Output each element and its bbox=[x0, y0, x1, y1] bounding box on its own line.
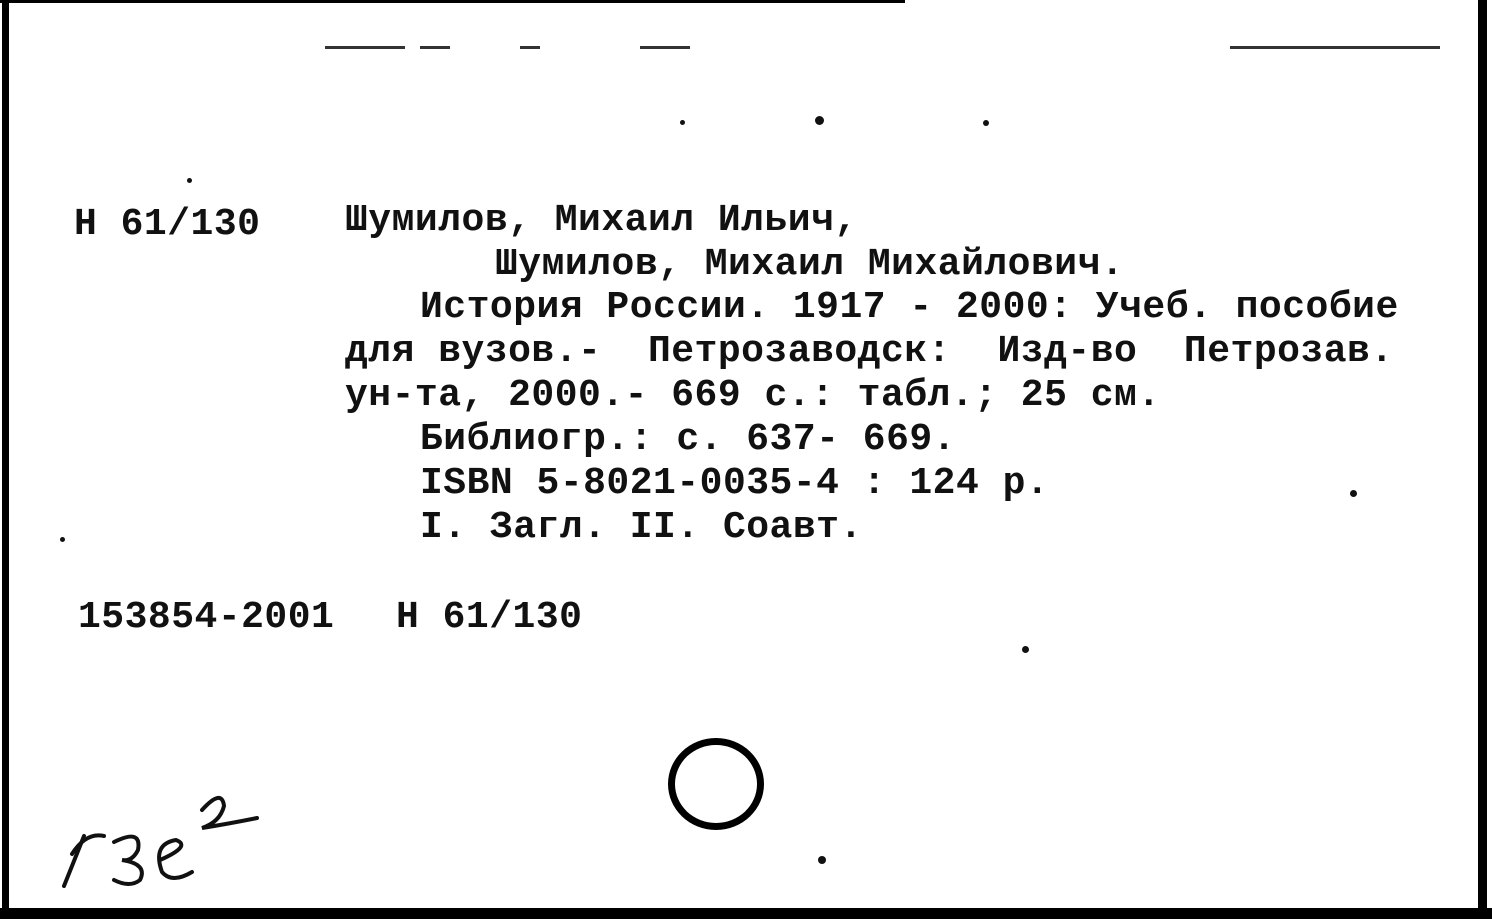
handwritten-note bbox=[52, 788, 282, 888]
tracing-line: I. Загл. II. Соавт. bbox=[420, 506, 863, 549]
card-border-right bbox=[1478, 0, 1487, 919]
top-rule bbox=[1230, 46, 1440, 49]
card-border-bottom bbox=[0, 908, 1492, 919]
speck bbox=[1022, 646, 1029, 653]
speck bbox=[60, 537, 65, 542]
title-line-3: ун-та, 2000.- 669 с.: табл.; 25 см. bbox=[345, 374, 1161, 417]
isbn-line: ISBN 5-8021-0035-4 : 124 р. bbox=[420, 462, 1050, 505]
author-primary: Шумилов, Михаил Ильич, bbox=[345, 199, 858, 242]
speck bbox=[680, 120, 685, 125]
card-border-left bbox=[2, 0, 9, 919]
call-number: Н 61/130 bbox=[74, 203, 261, 246]
title-line-2: для вузов.- Петрозаводск: Изд-во Петрозав. bbox=[345, 330, 1394, 373]
title-line-1: История России. 1917 - 2000: Учеб. пособие bbox=[420, 286, 1399, 329]
speck bbox=[1350, 490, 1357, 497]
author-coauthor: Шумилов, Михаил Михайлович. bbox=[495, 243, 1125, 286]
top-rule bbox=[640, 46, 690, 49]
speck bbox=[815, 116, 824, 125]
accession-number: 153854-2001 bbox=[78, 596, 335, 639]
top-rule bbox=[325, 46, 405, 49]
speck bbox=[187, 178, 192, 183]
speck bbox=[983, 120, 989, 126]
top-rule bbox=[420, 46, 450, 49]
card-border-top bbox=[0, 0, 905, 3]
speck bbox=[818, 856, 826, 864]
circle-hole-icon bbox=[668, 738, 764, 830]
top-rule bbox=[520, 46, 540, 49]
bibliography-note: Библиогр.: с. 637- 669. bbox=[420, 418, 956, 461]
call-number-bottom: Н 61/130 bbox=[396, 596, 583, 639]
